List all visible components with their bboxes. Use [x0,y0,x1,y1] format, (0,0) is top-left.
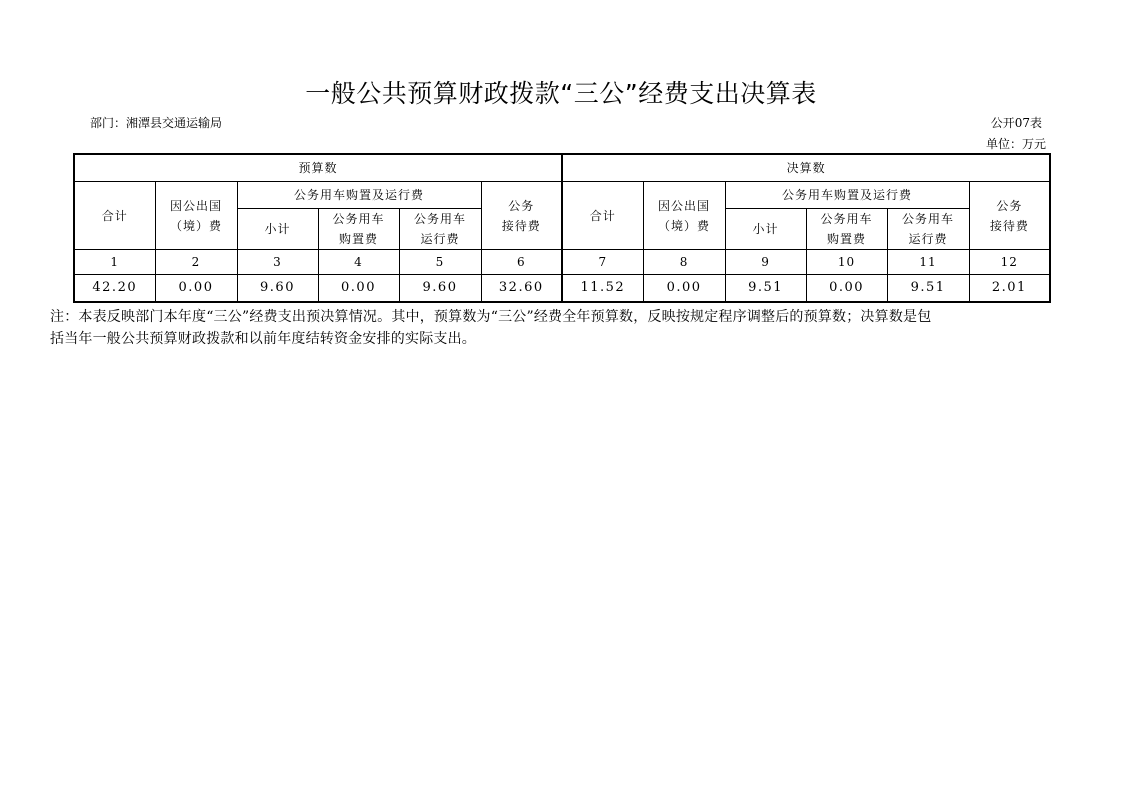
footnote-line-2: 括当年一般公共预算财政拨款和以前年度结转资金安排的实际支出。 [50,331,476,347]
index-cell: 4 [318,250,399,275]
budget-purchase-header [318,209,399,250]
index-cell: 7 [562,250,643,275]
final-purchase-header-line2: 购置费 [827,232,867,246]
budget-reception-header-line2: 接待费 [501,218,541,233]
form-number: 公开07表 [990,116,1042,130]
unit-label: 单位：万元 [985,137,1046,151]
budget-abroad-header [155,182,237,250]
department-label: 部门：湘潭县交通运输局 [90,116,223,130]
final-running-header-line2: 运行费 [908,232,948,246]
index-cell: 1 [74,250,155,275]
index-cell: 10 [806,250,887,275]
final-purchase-header-line1: 公务用车 [820,212,873,226]
value-cell: 0.00 [806,275,887,303]
three-public-expenses-table [73,153,1051,303]
final-running-header [887,209,969,250]
budget-purchase-header-line1: 公务用车 [332,212,385,226]
budget-total-header: 合计 [74,182,155,250]
final-vehicle-group-header: 公务用车购置及运行费 [725,182,969,209]
index-cell: 2 [155,250,237,275]
index-cell: 6 [481,250,562,275]
value-cell: 2.01 [969,275,1050,303]
final-total-header: 合计 [562,182,643,250]
final-abroad-header [643,182,725,250]
page-title: 一般公共预算财政拨款“三公”经费支出决算表 [305,79,817,108]
final-group-header: 决算数 [562,154,1050,182]
final-abroad-header-line1: 因公出国 [658,198,711,213]
value-cell: 0.00 [643,275,725,303]
column-index-row [74,250,1050,275]
value-cell: 9.60 [399,275,481,303]
index-cell: 11 [887,250,969,275]
header-sub-row [74,182,1050,209]
footnote [50,306,1080,350]
budget-reception-header-line1: 公务 [508,198,535,213]
values-row [74,275,1050,303]
final-purchase-header [806,209,887,250]
index-cell: 9 [725,250,806,275]
final-reception-header-line2: 接待费 [989,218,1029,233]
final-reception-header-line1: 公务 [996,198,1023,213]
index-cell: 5 [399,250,481,275]
value-cell: 9.60 [237,275,318,303]
final-abroad-header-line2: （境）费 [658,218,711,233]
budget-running-header-line2: 运行费 [420,232,460,246]
final-running-header-line1: 公务用车 [902,212,955,226]
index-cell: 12 [969,250,1050,275]
value-cell: 0.00 [318,275,399,303]
header-group-row [74,154,1050,182]
index-cell: 8 [643,250,725,275]
footnote-line-1: 注：本表反映部门本年度“三公”经费支出预决算情况。其中，预算数为“三公”经费全年预算数，反映按规定程序调整后的预算数；决算数是包 [50,309,932,325]
value-cell: 0.00 [155,275,237,303]
budget-reception-header [481,182,562,250]
value-cell: 9.51 [725,275,806,303]
budget-running-header-line1: 公务用车 [413,212,466,226]
value-cell: 11.52 [562,275,643,303]
budget-running-header [399,209,481,250]
budget-group-header: 预算数 [74,154,562,182]
budget-vehicle-group-header: 公务用车购置及运行费 [237,182,481,209]
budget-purchase-header-line2: 购置费 [338,232,378,246]
budget-abroad-header-line1: 因公出国 [169,198,222,213]
value-cell: 9.51 [887,275,969,303]
final-subtotal-header: 小计 [725,209,806,250]
value-cell: 42.20 [74,275,155,303]
budget-subtotal-header: 小计 [237,209,318,250]
value-cell: 32.60 [481,275,562,303]
budget-abroad-header-line2: （境）费 [169,218,222,233]
final-reception-header [969,182,1050,250]
index-cell: 3 [237,250,318,275]
